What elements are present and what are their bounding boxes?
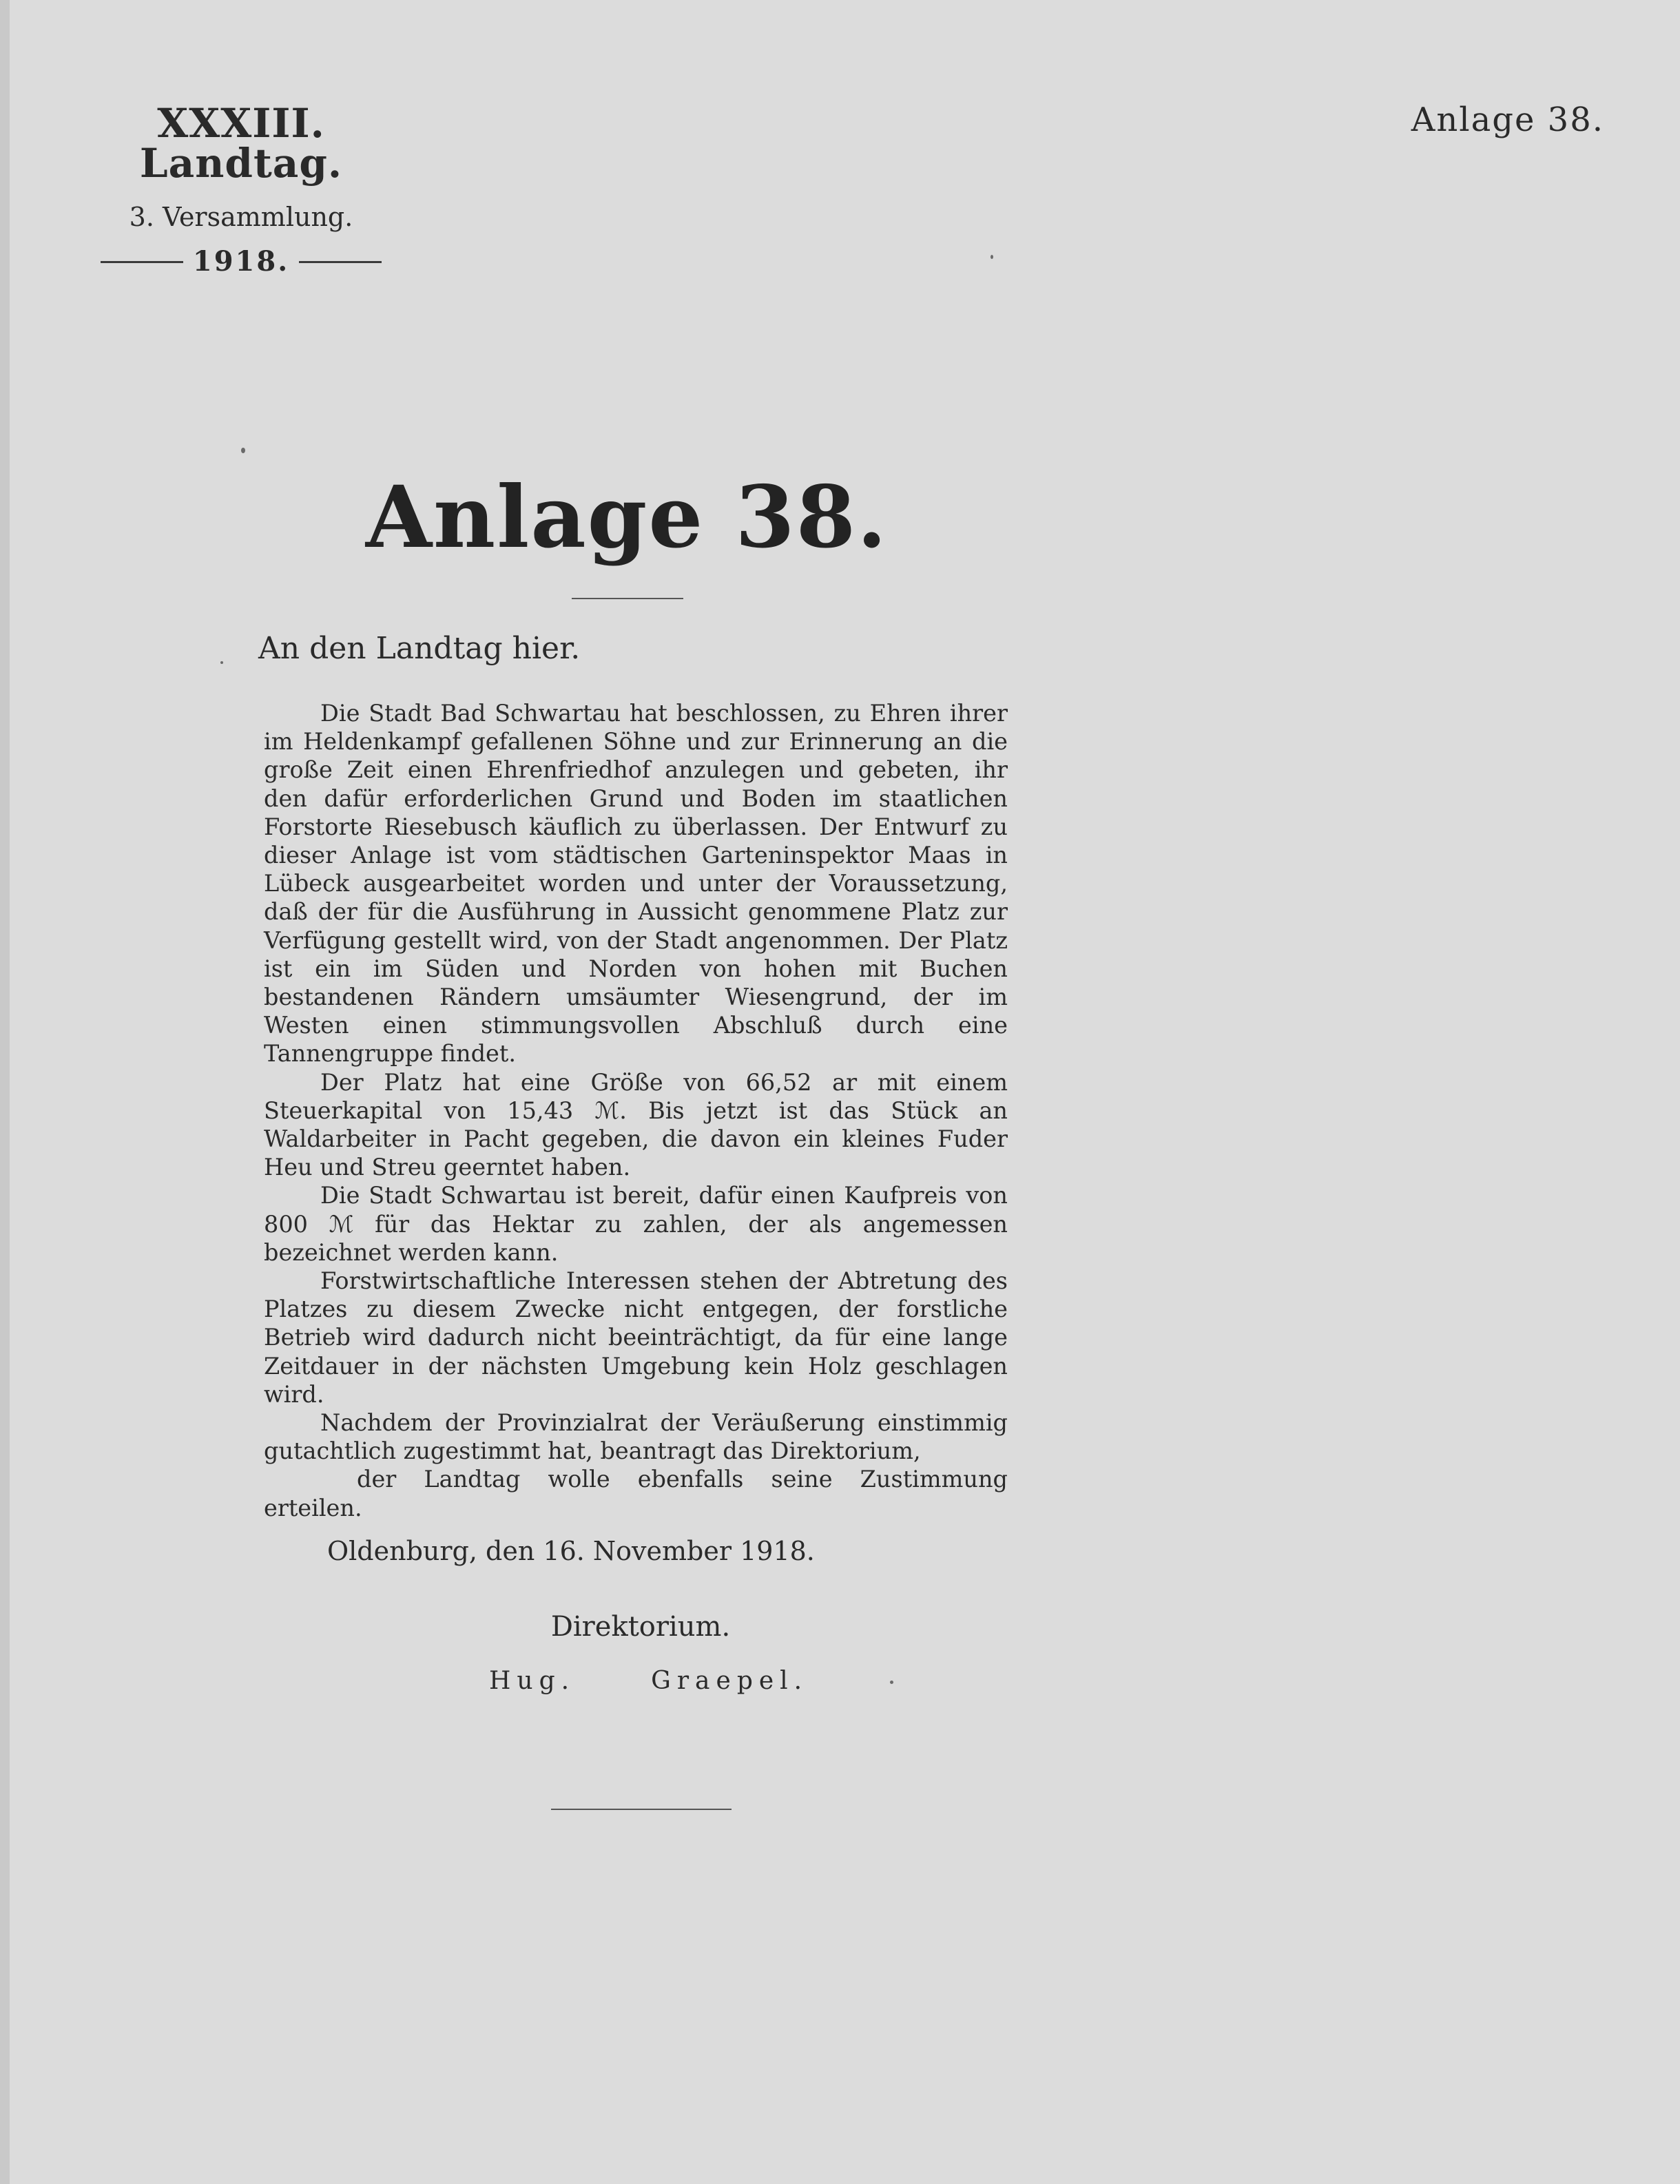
paper-speck xyxy=(241,448,245,453)
signatory-name: Hug. xyxy=(489,1667,576,1695)
document-title: Anlage 38. xyxy=(365,468,889,568)
assembly-label: 3. Versammlung. xyxy=(129,202,353,232)
salutation: An den Landtag hier. xyxy=(258,631,581,666)
year-row xyxy=(83,245,400,278)
signature-title: Direktorium. xyxy=(550,1611,731,1643)
body-text xyxy=(264,699,1008,1522)
header-session-block xyxy=(83,100,400,278)
year-rule-left xyxy=(101,261,183,263)
place-date: Oldenburg, den 16. November 1918. xyxy=(327,1536,815,1566)
page-edge xyxy=(0,0,10,2184)
paragraph: Nachdem der Provinzialrat der Veräußerung einstimmig gutachtlich zugestimmt hat, beantragt das Direktorium, xyxy=(264,1409,1008,1465)
paragraph: Die Stadt Schwartau ist bereit, dafür einen Kaufpreis von 800 ℳ für das Hektar zu zahlen, der als angemessen bezeichnet werden kann. xyxy=(264,1182,1008,1266)
signatories xyxy=(489,1669,808,1694)
paper-speck xyxy=(991,255,993,259)
closing-divider xyxy=(551,1809,732,1810)
session-title: XXXIII. Landtag. xyxy=(139,100,343,187)
signatory-name: Graepel. xyxy=(651,1667,809,1695)
page-label: Anlage 38. xyxy=(1411,101,1604,139)
paragraph: Die Stadt Bad Schwartau hat beschlossen, zu Ehren ihrer im Heldenkampf gefallenen Söhne und zur Erinnerung an die große Zeit einen Ehrenfriedhof anzulegen und gebeten, ihr den dafür erforderlichen Grund und Boden im staatlichen Forstorte Riesebusch käuflich zu überlassen. Der Entwurf zu dieser Anlage ist vom städtischen Garteninspektor Maas in Lübeck ausgearbeitet worden und unter der Voraussetzung, daß der für die Ausführung in Aussicht genommene Platz zur Verfügung gestellt wird, von der Stadt angenommen. Der Platz ist ein im Süden und Norden von hohen mit Buchen bestandenen Rändern umsäumter Wiesengrund, der im Westen einen stimmungsvollen Abschluß durch eine Tannengruppe findet. xyxy=(264,700,1008,1068)
paper-speck xyxy=(890,1681,893,1684)
title-divider xyxy=(572,598,683,599)
paragraph: Forstwirtschaftliche Interessen stehen der Abtretung des Platzes zu diesem Zwecke nicht entgegen, der forstliche Betrieb wird dadurch nicht beeinträchtigt, da für eine lange Zeitdauer in der nächsten Umgebung kein Holz geschlagen wird. xyxy=(264,1267,1008,1408)
paragraph-motion: der Landtag wolle ebenfalls seine Zustimmung erteilen. xyxy=(264,1466,1008,1521)
paper-speck xyxy=(220,661,223,664)
year-rule-right xyxy=(299,261,382,263)
year-label: 1918. xyxy=(192,245,290,278)
paragraph: Der Platz hat eine Größe von 66,52 ar mit einem Steuerkapital von 15,43 ℳ. Bis jetzt ist das Stück an Waldarbeiter in Pacht gegeben, die davon ein kleines Fuder Heu und Streu geerntet haben. xyxy=(264,1068,1008,1181)
